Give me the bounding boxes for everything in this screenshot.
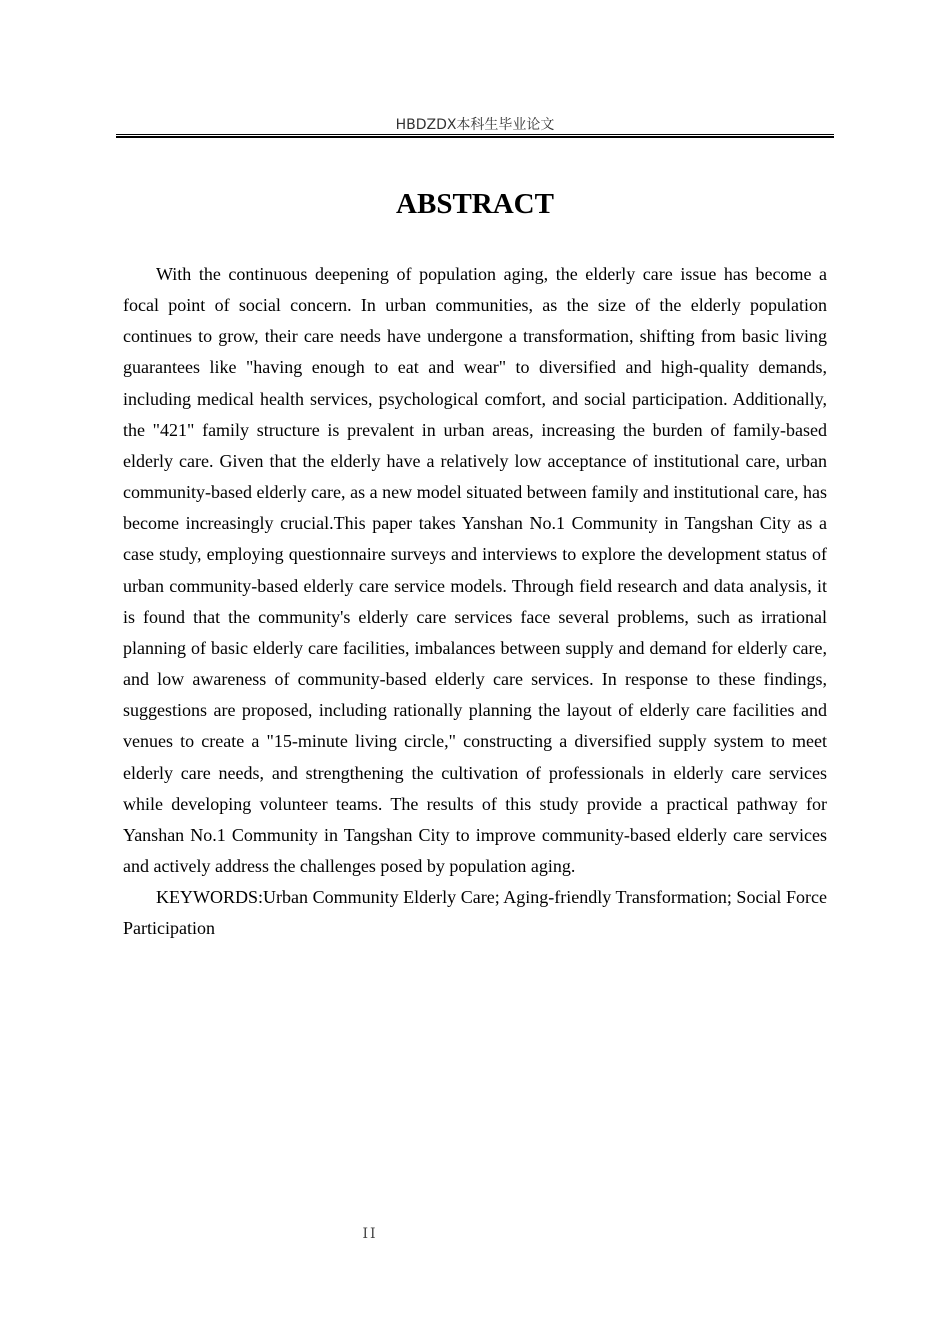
abstract-body — [123, 259, 827, 944]
abstract-paragraph: With the continuous deepening of population aging, the elderly care issue has become a focal point of social concern. In urban communities, as the size of the elderly population continues to grow, their care needs have undergone a transformation, shifting from basic living guarantees like "having enough to eat and wear" to diversified and high-quality demands, including medical health services, psychological comfort, and social participation. Additionally, the "421" family structure is prevalent in urban areas, increasing the burden of family-based elderly care. Given that the elderly have a relatively low acceptance of institutional care, urban community-based elderly care, as a new model situated between family and institutional care, has become increasingly crucial.This paper takes Yanshan No.1 Community in Tangshan City as a case study, employing questionnaire surveys and interviews to explore the development status of urban community-based elderly care service models. Through field research and data analysis, it is found that the community's elderly care services face several problems, such as irrational planning of basic elderly care facilities, imbalances between supply and demand for elderly care, and low awareness of community-based elderly care services. In response to these findings, suggestions are proposed, including rationally planning the layout of elderly care facilities and venues to create a "15-minute living circle," constructing a diversified supply system to meet elderly care needs, and strengthening the cultivation of professionals in elderly care services while developing volunteer teams. The results of this study provide a practical pathway for Yanshan No.1 Community in Tangshan City to improve community-based elderly care services and actively address the challenges posed by population aging. — [123, 264, 827, 876]
page-number: II — [362, 1226, 378, 1242]
header-rule-thin — [116, 134, 834, 135]
keywords-paragraph: KEYWORDS:Urban Community Elderly Care; Aging-friendly Transformation; Social Force Participation — [123, 887, 827, 939]
page-header: HBDZDX本科生毕业论文 — [395, 117, 555, 133]
header-rule-thick — [116, 136, 834, 138]
page-title: ABSTRACT — [396, 188, 554, 220]
